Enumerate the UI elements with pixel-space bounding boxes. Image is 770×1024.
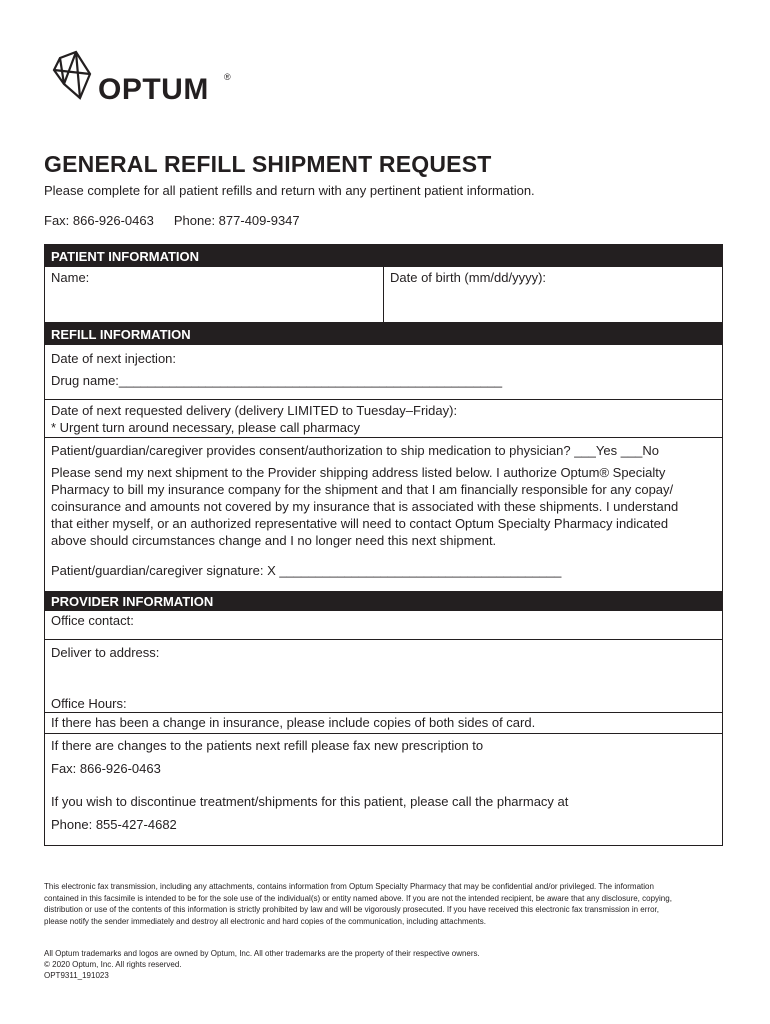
authorization-line: Please send my next shipment to the Provider shipping address listed below. I authorize Optum® Specialty bbox=[51, 465, 666, 480]
authorization-line: that either myself, or an authorized representative will need to contact Optum Specialty Pharmacy indicated bbox=[51, 516, 669, 531]
insurance-note: If there has been a change in insurance, please include copies of both sides of card. bbox=[51, 715, 536, 730]
page-title: GENERAL REFILL SHIPMENT REQUEST bbox=[44, 151, 492, 177]
disclaimer-line: contained in this facsimile is intended to be for the sole use of the individual(s) or entity named above. If you are not the intended recipient, be aware that any disclosure, copying, bbox=[44, 893, 672, 903]
copyright-notice: © 2020 Optum, Inc. All rights reserved. bbox=[44, 960, 182, 969]
trademark-notice: All Optum trademarks and logos are owned by Optum, Inc. All other trademarks are the property of their respective owners. bbox=[44, 949, 480, 958]
patient-section-heading: PATIENT INFORMATION bbox=[45, 245, 722, 267]
patient-dob-label: Date of birth (mm/dd/yyyy): bbox=[390, 270, 547, 285]
discontinue-note: If you wish to discontinue treatment/shipments for this patient, please call the pharmacy at bbox=[51, 794, 569, 809]
authorization-paragraph bbox=[51, 464, 716, 549]
disclaimer-line: distribution or use of the contents of this information is strictly prohibited by law and will be vigorously prosecuted. If you have received this electronic fax transmission in error, bbox=[44, 905, 659, 914]
logo-wordmark: OPTUM bbox=[98, 73, 209, 106]
delivery-date-field[interactable] bbox=[45, 399, 722, 437]
patient-name-label: Name: bbox=[51, 270, 90, 285]
logo-registered-mark: ® bbox=[224, 72, 231, 82]
request-form bbox=[44, 244, 723, 846]
intro-text: Please complete for all patient refills and return with any pertinent patient information. bbox=[44, 183, 535, 198]
patient-name-field[interactable] bbox=[45, 267, 384, 323]
disclaimer-line: This electronic fax transmission, including any attachments, contains information from Optum Specialty Pharmacy that may be confidential and/or privileged. The information bbox=[44, 882, 654, 891]
phone-number: Phone: 877-409-9347 bbox=[173, 213, 300, 228]
document-code: OPT9311_191023 bbox=[44, 971, 109, 980]
discontinue-phone: Phone: 855-427-4682 bbox=[51, 817, 177, 832]
provider-section-heading: PROVIDER INFORMATION bbox=[45, 591, 722, 611]
next-injection-field[interactable] bbox=[45, 345, 722, 399]
authorization-line: Pharmacy to bill my insurance company for the shipment and that I am financially responsible for any copay/ bbox=[51, 482, 674, 497]
disclaimer-line: please notify the sender immediately and destroy all electronic and hard copies of the communication, including attachments. bbox=[44, 916, 487, 926]
contact-line bbox=[44, 213, 300, 228]
patient-row bbox=[45, 267, 722, 323]
deliver-address-label: Deliver to address: bbox=[51, 645, 160, 660]
optum-logo bbox=[50, 50, 240, 110]
confidentiality-disclaimer bbox=[44, 881, 714, 927]
optum-logo-icon bbox=[50, 50, 98, 100]
next-injection-label: Date of next injection: bbox=[51, 351, 177, 366]
signature-line[interactable]: Patient/guardian/caregiver signature: X _______________________________________ bbox=[51, 563, 562, 578]
fax-number: Fax: 866-926-0463 bbox=[44, 213, 154, 228]
consent-field[interactable] bbox=[45, 437, 722, 591]
refill-fax: Fax: 866-926-0463 bbox=[51, 761, 161, 776]
patient-dob-field[interactable] bbox=[384, 267, 722, 323]
drug-name-label: Drug name:_____________________________________________________ bbox=[51, 373, 503, 388]
office-contact-label: Office contact: bbox=[51, 613, 134, 628]
authorization-line: above should circumstances change and I no longer need this next shipment. bbox=[51, 533, 497, 548]
delivery-date-label: Date of next requested delivery (delivery LIMITED to Tuesday–Friday): bbox=[51, 403, 458, 418]
authorization-line: coinsurance and amounts not covered by my insurance that is associated with these shipments. I understand bbox=[51, 499, 679, 514]
legal-notice bbox=[44, 948, 480, 981]
office-contact-field[interactable] bbox=[45, 611, 722, 639]
urgent-note: * Urgent turn around necessary, please call pharmacy bbox=[51, 420, 361, 435]
refill-note: If there are changes to the patients next refill please fax new prescription to bbox=[51, 738, 484, 753]
consent-question: Patient/guardian/caregiver provides consent/authorization to ship medication to physician? ___Yes ___No bbox=[51, 443, 660, 458]
refill-instructions-row bbox=[45, 733, 722, 845]
refill-section-heading: REFILL INFORMATION bbox=[45, 322, 722, 345]
insurance-note-row bbox=[45, 712, 722, 733]
office-hours-label: Office Hours: bbox=[51, 696, 127, 711]
deliver-address-field[interactable] bbox=[45, 639, 722, 712]
